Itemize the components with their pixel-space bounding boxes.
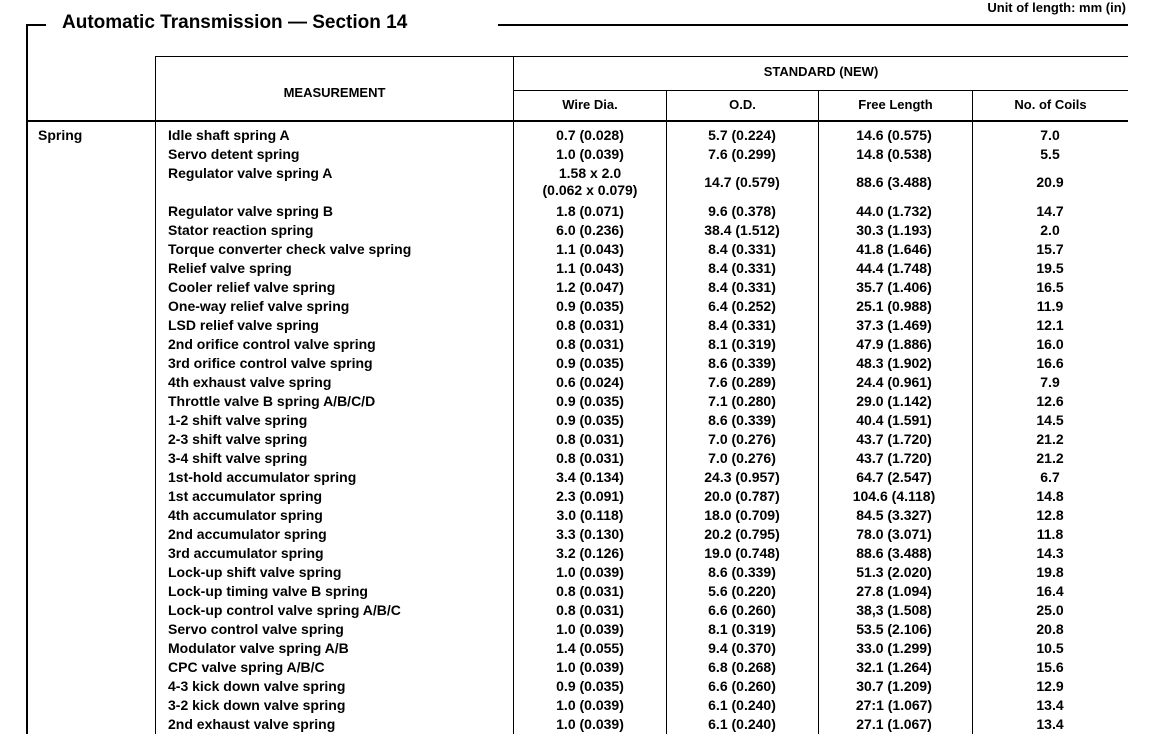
frame-top-right — [498, 24, 1128, 26]
row-od: 7.6 (0.299) — [708, 145, 776, 162]
row-name: One-way relief valve spring — [168, 297, 350, 314]
row-name: Lock-up shift valve spring — [168, 563, 342, 580]
row-free-length: 47.9 (1.886) — [856, 335, 932, 352]
row-wire: 3.2 (0.126) — [556, 544, 624, 561]
row-od: 6.1 (0.240) — [708, 696, 776, 713]
row-coils: 14.8 — [1036, 487, 1064, 504]
row-od: 8.4 (0.331) — [708, 240, 776, 257]
row-free-length: 27.1 (1.067) — [856, 715, 932, 732]
row-free-length: 14.8 (0.538) — [856, 145, 932, 162]
row-coils: 15.7 — [1036, 240, 1064, 257]
row-wire: 0.9 (0.035) — [556, 354, 624, 371]
row-wire: 2.3 (0.091) — [556, 487, 624, 504]
row-coils: 11.8 — [1036, 525, 1064, 542]
row-free-length: 27:1 (1.067) — [855, 696, 933, 713]
row-name: 4th accumulator spring — [168, 506, 323, 523]
table-row — [0, 657, 1152, 676]
row-wire: 0.6 (0.024) — [556, 373, 624, 390]
row-od: 8.6 (0.339) — [708, 563, 776, 580]
table-row — [0, 524, 1152, 543]
row-od: 8.6 (0.339) — [708, 354, 776, 371]
row-coils: 2.0 — [1040, 221, 1060, 238]
table-row — [0, 600, 1152, 619]
row-free-length: 78.0 (3.071) — [856, 525, 932, 542]
row-coils: 10.5 — [1036, 639, 1064, 656]
category-spring: Spring — [38, 127, 83, 143]
table-row — [0, 125, 1152, 144]
row-wire: 1.0 (0.039) — [556, 563, 624, 580]
row-name: Servo detent spring — [168, 145, 300, 162]
table-row — [0, 258, 1152, 277]
table-row — [0, 581, 1152, 600]
unit-note: Unit of length: mm (in) — [987, 0, 1126, 15]
row-od: 7.1 (0.280) — [708, 392, 776, 409]
header-measurement: MEASUREMENT — [283, 85, 386, 100]
row-coils: 21.2 — [1036, 430, 1064, 447]
table-row — [0, 239, 1152, 258]
header-wire-dia: Wire Dia. — [562, 97, 618, 112]
row-wire: 1.0 (0.039) — [556, 620, 624, 637]
table-row — [0, 638, 1152, 657]
row-name: 3rd orifice control valve spring — [168, 354, 373, 371]
row-free-length: 43.7 (1.720) — [856, 430, 932, 447]
row-coils: 16.6 — [1036, 354, 1064, 371]
row-wire: 0.9 (0.035) — [556, 677, 624, 694]
section-title: Automatic Transmission — Section 14 — [62, 12, 417, 34]
row-od: 8.1 (0.319) — [708, 620, 776, 637]
row-free-length: 37.3 (1.469) — [856, 316, 932, 333]
row-wire: 3.0 (0.118) — [556, 506, 624, 523]
table-row — [0, 619, 1152, 638]
table-row — [0, 429, 1152, 448]
row-od: 9.4 (0.370) — [708, 639, 776, 656]
row-wire: 0.8 (0.031) — [556, 449, 624, 466]
row-name: 2nd accumulator spring — [168, 525, 327, 542]
table-row — [0, 467, 1152, 486]
table-row — [0, 505, 1152, 524]
row-free-length: 88.6 (3.488) — [856, 544, 932, 561]
table-row — [0, 410, 1152, 429]
row-name: CPC valve spring A/B/C — [168, 658, 325, 675]
row-name: 3-4 shift valve spring — [168, 449, 308, 466]
row-coils: 14.7 — [1036, 202, 1064, 219]
row-name: Lock-up control valve spring A/B/C — [168, 601, 401, 618]
row-coils: 5.5 — [1040, 145, 1060, 162]
row-name: 3-2 kick down valve spring — [168, 696, 346, 713]
row-od: 7.0 (0.276) — [708, 449, 776, 466]
row-coils: 16.4 — [1036, 582, 1064, 599]
row-coils: 11.9 — [1036, 297, 1064, 314]
row-wire: 0.8 (0.031) — [556, 601, 624, 618]
row-od: 8.4 (0.331) — [708, 259, 776, 276]
row-name: LSD relief valve spring — [168, 316, 319, 333]
row-wire: 1.0 (0.039) — [556, 145, 624, 162]
row-name: Servo control valve spring — [168, 620, 344, 637]
header-od: O.D. — [729, 97, 756, 112]
row-name: 1st-hold accumulator spring — [168, 468, 357, 485]
row-free-length: 14.6 (0.575) — [856, 126, 932, 143]
row-wire: 0.8 (0.031) — [556, 335, 624, 352]
row-wire: 0.8 (0.031) — [556, 430, 624, 447]
row-free-length: 32.1 (1.264) — [856, 658, 932, 675]
row-wire — [514, 165, 666, 199]
row-free-length: 41.8 (1.646) — [856, 240, 932, 257]
table-row — [0, 220, 1152, 239]
row-wire-line1: 1.58 x 2.0 — [558, 165, 622, 181]
row-coils: 13.4 — [1036, 715, 1064, 732]
table-row — [0, 277, 1152, 296]
row-name: 2nd exhaust valve spring — [168, 715, 336, 732]
row-name: Idle shaft spring A — [168, 126, 290, 143]
table-row — [0, 448, 1152, 467]
row-free-length: 40.4 (1.591) — [856, 411, 932, 428]
row-od: 6.8 (0.268) — [708, 658, 776, 675]
row-wire: 0.9 (0.035) — [556, 411, 624, 428]
row-coils: 13.4 — [1036, 696, 1064, 713]
row-name: Throttle valve B spring A/B/C/D — [168, 392, 376, 409]
row-name: 4-3 kick down valve spring — [168, 677, 346, 694]
table-row — [0, 315, 1152, 334]
row-coils: 19.8 — [1036, 563, 1064, 580]
spring-table-body — [0, 125, 1152, 733]
row-wire: 0.8 (0.031) — [556, 316, 624, 333]
row-name: Torque converter check valve spring — [168, 240, 412, 257]
row-od: 18.0 (0.709) — [704, 506, 780, 523]
row-wire: 1.0 (0.039) — [556, 696, 624, 713]
row-name: 2nd orifice control valve spring — [168, 335, 376, 352]
row-name: 4th exhaust valve spring — [168, 373, 332, 390]
row-coils: 20.9 — [1036, 174, 1064, 190]
row-wire: 0.8 (0.031) — [556, 582, 624, 599]
header-no-of-coils: No. of Coils — [1014, 97, 1087, 112]
row-free-length: 84.5 (3.327) — [856, 506, 932, 523]
row-wire: 1.1 (0.043) — [556, 259, 624, 276]
row-free-length: 53.5 (2.106) — [856, 620, 932, 637]
row-wire: 1.1 (0.043) — [556, 240, 624, 257]
row-coils: 14.5 — [1036, 411, 1064, 428]
table-row — [0, 714, 1152, 733]
header-bottom-rule — [26, 120, 1128, 122]
row-wire: 3.4 (0.134) — [556, 468, 624, 485]
row-name: Regulator valve spring A — [168, 165, 333, 181]
row-free-length: 30.7 (1.209) — [856, 677, 932, 694]
row-od: 20.0 (0.787) — [704, 487, 780, 504]
standard-group-rule — [513, 90, 1128, 91]
row-name: Regulator valve spring B — [168, 202, 333, 219]
row-coils: 6.7 — [1040, 468, 1060, 485]
row-free-length: 33.0 (1.299) — [856, 639, 932, 656]
row-coils: 25.0 — [1036, 601, 1064, 618]
row-od: 8.1 (0.319) — [708, 335, 776, 352]
row-od: 14.7 (0.579) — [704, 174, 780, 190]
row-coils: 12.9 — [1036, 677, 1064, 694]
row-free-length: 51.3 (2.020) — [856, 563, 932, 580]
row-name: Lock-up timing valve B spring — [168, 582, 368, 599]
row-wire: 0.9 (0.035) — [556, 297, 624, 314]
row-free-length: 35.7 (1.406) — [856, 278, 932, 295]
row-od: 19.0 (0.748) — [704, 544, 780, 561]
table-row — [0, 695, 1152, 714]
table-row — [0, 562, 1152, 581]
row-free-length: 24.4 (0.961) — [856, 373, 932, 390]
row-coils: 7.9 — [1040, 373, 1060, 390]
table-row — [0, 391, 1152, 410]
row-od: 5.6 (0.220) — [708, 582, 776, 599]
row-od: 8.6 (0.339) — [708, 411, 776, 428]
row-free-length: 25.1 (0.988) — [856, 297, 932, 314]
table-row — [0, 296, 1152, 315]
row-od: 9.6 (0.378) — [708, 202, 776, 219]
row-free-length: 44.4 (1.748) — [856, 259, 932, 276]
row-coils: 12.8 — [1036, 506, 1064, 523]
row-free-length: 104.6 (4.118) — [852, 487, 936, 504]
row-wire: 6.0 (0.236) — [556, 221, 624, 238]
row-name: Stator reaction spring — [168, 221, 314, 238]
row-coils: 14.3 — [1036, 544, 1064, 561]
row-wire: 1.0 (0.039) — [556, 715, 624, 732]
row-coils: 20.8 — [1036, 620, 1064, 637]
row-name: Modulator valve spring A/B — [168, 639, 349, 656]
row-wire: 1.0 (0.039) — [556, 658, 624, 675]
row-name: 2-3 shift valve spring — [168, 430, 308, 447]
row-name: 1-2 shift valve spring — [168, 411, 308, 428]
table-row — [0, 676, 1152, 695]
row-coils: 16.0 — [1036, 335, 1064, 352]
row-od: 6.6 (0.260) — [708, 677, 776, 694]
table-row — [0, 201, 1152, 220]
row-coils: 16.5 — [1036, 278, 1064, 295]
row-coils: 21.2 — [1036, 449, 1064, 466]
row-free-length: 27.8 (1.094) — [856, 582, 932, 599]
row-free-length: 38,3 (1.508) — [856, 601, 932, 618]
row-coils: 7.0 — [1040, 126, 1060, 143]
row-coils: 12.1 — [1036, 316, 1064, 333]
table-row — [0, 144, 1152, 163]
frame-top-left — [26, 24, 46, 26]
row-free-length: 43.7 (1.720) — [856, 449, 932, 466]
table-row — [0, 353, 1152, 372]
row-od: 8.4 (0.331) — [708, 278, 776, 295]
row-coils: 12.6 — [1036, 392, 1064, 409]
row-od: 7.0 (0.276) — [708, 430, 776, 447]
table-row — [0, 163, 1152, 201]
table-row — [0, 372, 1152, 391]
row-free-length: 48.3 (1.902) — [856, 354, 932, 371]
row-wire-line2: (0.062 x 0.079) — [542, 182, 638, 198]
row-od: 20.2 (0.795) — [704, 525, 780, 542]
row-wire: 1.2 (0.047) — [556, 278, 624, 295]
row-name: Cooler relief valve spring — [168, 278, 336, 295]
top-header-rule — [155, 56, 1128, 57]
row-wire: 3.3 (0.130) — [556, 525, 624, 542]
row-free-length: 44.0 (1.732) — [856, 202, 932, 219]
row-od: 6.4 (0.252) — [708, 297, 776, 314]
table-row — [0, 543, 1152, 562]
row-wire: 1.8 (0.071) — [556, 202, 624, 219]
table-row — [0, 334, 1152, 353]
row-wire: 1.4 (0.055) — [556, 639, 624, 656]
table-row — [0, 486, 1152, 505]
row-od: 8.4 (0.331) — [708, 316, 776, 333]
row-od: 6.6 (0.260) — [708, 601, 776, 618]
row-od: 7.6 (0.289) — [708, 373, 776, 390]
header-free-length: Free Length — [858, 97, 933, 112]
row-coils: 19.5 — [1036, 259, 1064, 276]
header-standard-new: STANDARD (NEW) — [763, 64, 879, 79]
row-od: 38.4 (1.512) — [704, 221, 780, 238]
row-free-length: 30.3 (1.193) — [856, 221, 932, 238]
row-free-length: 64.7 (2.547) — [856, 468, 932, 485]
row-coils: 15.6 — [1036, 658, 1064, 675]
row-od: 5.7 (0.224) — [708, 126, 776, 143]
row-name: 3rd accumulator spring — [168, 544, 324, 561]
row-free-length: 29.0 (1.142) — [856, 392, 932, 409]
row-free-length: 88.6 (3.488) — [856, 174, 932, 190]
row-name: 1st accumulator spring — [168, 487, 323, 504]
row-wire: 0.9 (0.035) — [556, 392, 624, 409]
row-name: Relief valve spring — [168, 259, 292, 276]
row-wire: 0.7 (0.028) — [556, 126, 624, 143]
row-od: 6.1 (0.240) — [708, 715, 776, 732]
row-od: 24.3 (0.957) — [704, 468, 780, 485]
